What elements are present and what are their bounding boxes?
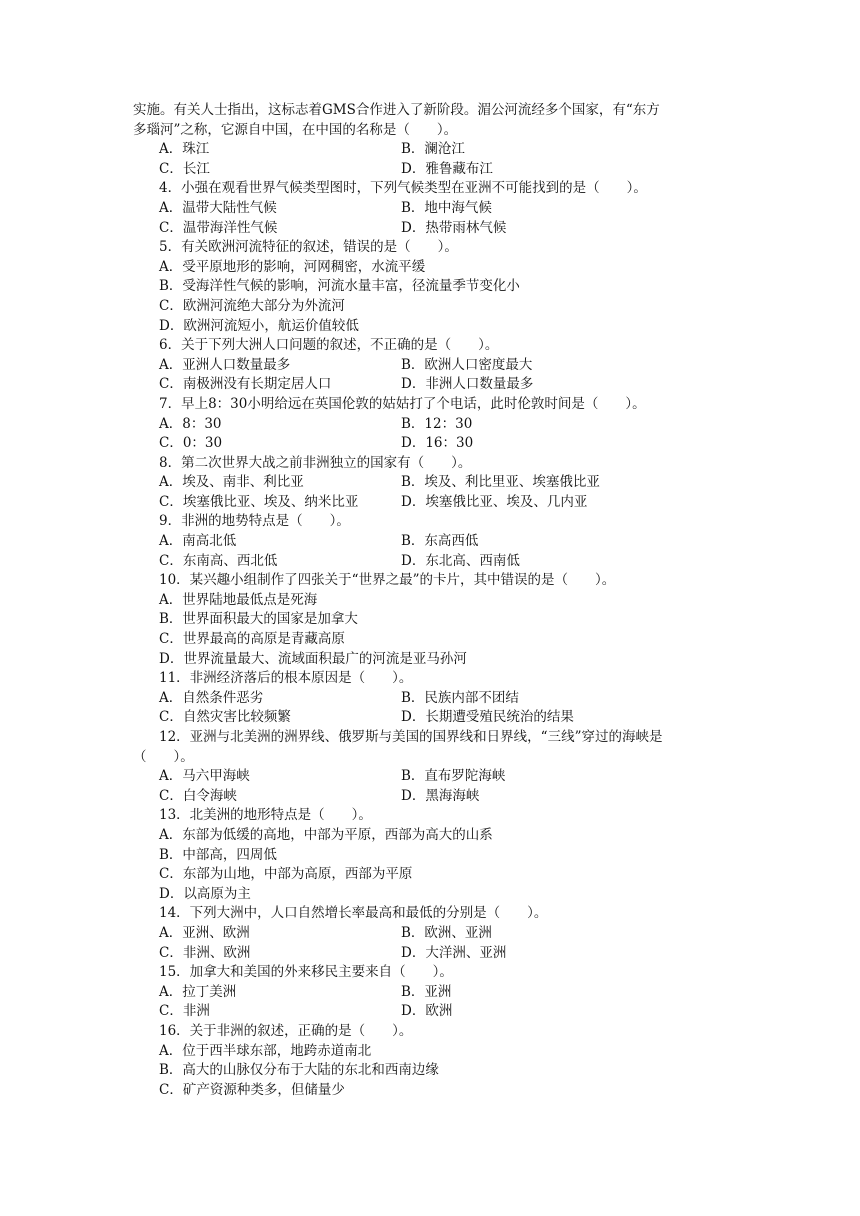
option: B．东高西低: [401, 533, 479, 550]
option: B．民族内部不团结: [401, 689, 519, 706]
option-row: [133, 473, 733, 493]
option: B．欧洲、亚洲: [401, 924, 492, 941]
option: A．世界陆地最低点是死海: [159, 591, 318, 608]
exam-content: [133, 101, 733, 1100]
option: C．埃塞俄比亚、埃及、纳米比亚: [159, 493, 359, 510]
option-row: [133, 493, 733, 513]
question-stem: 10．某兴趣小组制作了四张关于“世界之最”的卡片，其中错误的是（ ）。: [159, 572, 616, 589]
option: D．欧洲河流短小，航运价值较低: [159, 317, 359, 334]
option: D．大洋洲、亚洲: [401, 944, 507, 961]
option: C．0：30: [159, 435, 223, 452]
option-row: [133, 415, 733, 435]
option: B．欧洲人口密度最大: [401, 356, 533, 373]
option-row: [133, 375, 733, 395]
question-stem: 4．小强在观看世界气候类型图时，下列气候类型在亚洲不可能找到的是（ ）。: [159, 180, 647, 197]
question-stem: 8．第二次世界大战之前非洲独立的国家有（ ）。: [159, 454, 472, 471]
option: B．高大的山脉仅分布于大陆的东北和西南边缘: [159, 1062, 439, 1079]
option: B．埃及、利比里亚、埃塞俄比亚: [401, 474, 600, 491]
option: C．自然灾害比较频繁: [159, 709, 291, 726]
option-row: [133, 944, 733, 964]
option: C．非洲、欧洲: [159, 944, 251, 961]
option: D．非洲人口数量最多: [401, 376, 534, 393]
option: C．长江: [159, 160, 210, 177]
option: D．埃塞俄比亚、埃及、几内亚: [401, 493, 588, 510]
option: D．长期遭受殖民统治的结果: [401, 709, 574, 726]
option: D．东北高、西南低: [401, 552, 520, 569]
question-stem: 13．北美洲的地形特点是（ ）。: [159, 807, 372, 824]
option: A．温带大陆性气候: [159, 199, 277, 216]
option: D．欧洲: [401, 1003, 453, 1020]
question-stem: 5．有关欧洲河流特征的叙述，错误的是（ ）。: [159, 239, 458, 256]
option: D．16：30: [401, 435, 474, 452]
option: A．8：30: [159, 415, 222, 432]
question-stem: 9．非洲的地势特点是（ ）。: [159, 513, 350, 530]
question-stem: 11．非洲经济落后的根本原因是（ ）。: [159, 670, 413, 687]
option-row: [133, 199, 733, 219]
option: B．地中海气候: [401, 199, 492, 216]
option: D．黑海海峡: [401, 787, 480, 804]
option-row: [133, 160, 733, 180]
option-row: [133, 689, 733, 709]
option: A．东部为低缓的高地，中部为平原，西部为高大的山系: [159, 826, 493, 843]
option-row: [133, 787, 733, 807]
question-stem: 14．下列大洲中，人口自然增长率最高和最低的分别是（ ）。: [159, 905, 548, 922]
option: A．位于西半球东部，地跨赤道南北: [159, 1042, 372, 1059]
option: A．亚洲人口数量最多: [159, 356, 291, 373]
option: D．以高原为主: [159, 885, 251, 902]
option-row: [133, 708, 733, 728]
option: C．东南高、西北低: [159, 552, 278, 569]
question-stem: 6．关于下列大洲人口问题的叙述，不正确的是（ ）。: [159, 337, 499, 354]
option-row: [133, 1002, 733, 1022]
option: B．12：30: [401, 415, 473, 432]
option: C．南极洲没有长期定居人口: [159, 376, 332, 393]
question-stem: 16．关于非洲的叙述，正确的是（ ）。: [159, 1022, 413, 1039]
option: D．世界流量最大、流域面积最广的河流是亚马孙河: [159, 650, 467, 667]
option-row: [133, 924, 733, 944]
option-row: [133, 983, 733, 1003]
option: C．白令海峡: [159, 787, 237, 804]
option: B．世界面积最大的国家是加拿大: [159, 611, 358, 628]
option-row: [133, 552, 733, 572]
option: A．自然条件恶劣: [159, 689, 264, 706]
question-stem: 15．加拿大和美国的外来移民主要来自（ ）。: [159, 964, 453, 981]
option: C．温带海洋性气候: [159, 219, 278, 236]
option: C．东部为山地，中部为高原，西部为平原: [159, 866, 413, 883]
option: D．热带雨林气候: [401, 219, 507, 236]
option-row: [133, 356, 733, 376]
option: C．非洲: [159, 1003, 210, 1020]
question-stem: 7．早上8：30小明给远在英国伦敦的姑姑打了个电话，此时伦敦时间是（ ）。: [159, 395, 646, 412]
option: B．中部高，四周低: [159, 846, 277, 863]
option: A．珠江: [159, 141, 210, 158]
option: A．拉丁美洲: [159, 983, 237, 1000]
option-row: [133, 767, 733, 787]
option: B．亚洲: [401, 983, 452, 1000]
option: C．欧洲河流绝大部分为外流河: [159, 297, 345, 314]
option: A．亚洲、欧洲: [159, 924, 250, 941]
option: D．雅鲁藏布江: [401, 160, 493, 177]
option-row: [133, 532, 733, 552]
question-stem-continued: （ ）。: [133, 748, 194, 765]
option: B．受海洋性气候的影响，河流水量丰富，径流量季节变化小: [159, 278, 520, 295]
intro-line: 实施。有关人士指出，这标志着GMS合作进入了新阶段。湄公河流经多个国家，有“东方: [133, 102, 660, 118]
option: A．南高北低: [159, 533, 237, 550]
option: A．马六甲海峡: [159, 768, 250, 785]
option-row: [133, 434, 733, 454]
option: B．澜沧江: [401, 141, 465, 158]
option: A．受平原地形的影响，河网稠密，水流平缓: [159, 258, 426, 275]
option-row: [133, 219, 733, 239]
option: B．直布罗陀海峡: [401, 768, 506, 785]
question-stem: 12．亚洲与北美洲的洲界线、俄罗斯与美国的国界线和日界线，“三线”穿过的海峡是: [159, 729, 663, 745]
option-row: [133, 140, 733, 160]
option: C．世界最高的高原是青藏高原: [159, 631, 345, 648]
option: A．埃及、南非、利比亚: [159, 474, 304, 491]
intro-line: 多瑙河”之称，它源自中国，在中国的名称是（ ）。: [133, 121, 458, 138]
option: C．矿产资源种类多，但储量少: [159, 1081, 345, 1098]
